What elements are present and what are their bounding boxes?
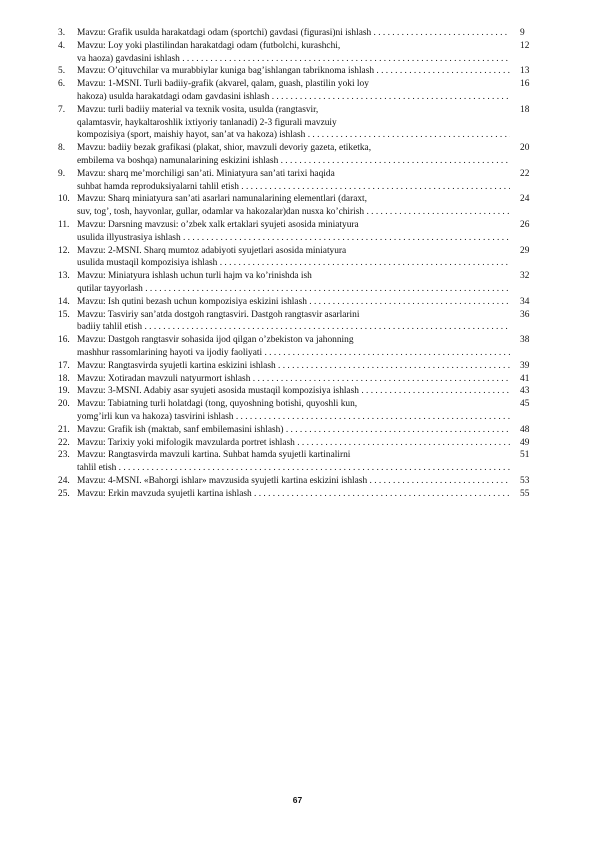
toc-entry-title-line: qalamtasvir, haykaltaroshlik ixtiyoriy tanlanadi) 2-3 figurali mavzuiy xyxy=(77,117,337,128)
toc-entry-title xyxy=(77,104,510,142)
toc-entry-page: 53 xyxy=(520,475,530,486)
toc-entry[interactable] xyxy=(58,245,540,271)
toc-entry[interactable] xyxy=(58,373,540,386)
toc-entry[interactable] xyxy=(58,270,540,296)
toc-entry-title xyxy=(77,142,510,168)
toc-entry-number: 19. xyxy=(58,386,70,397)
toc-entry-number: 15. xyxy=(58,309,70,320)
toc-entry-page: 49 xyxy=(520,437,530,448)
toc-entry[interactable] xyxy=(58,168,540,194)
toc-entry-number: 4. xyxy=(58,40,66,51)
toc-entry-title xyxy=(77,488,510,501)
toc-entry[interactable] xyxy=(58,40,540,66)
toc-entry-title-line: suhbat hamda reproduksiyalarni tahlil etish . . . xyxy=(77,181,510,194)
toc-entry-title xyxy=(77,437,510,450)
toc-entry-number: 8. xyxy=(58,143,66,154)
toc-entry-number: 13. xyxy=(58,271,70,282)
toc-entry-title-line: suv, tog’, tosh, hayvonlar, gullar, odamlar va hakozalar)dan nusxa ko’chirish . . . xyxy=(77,206,510,219)
toc-entry-page: 39 xyxy=(520,360,530,371)
toc-entry-page: 13 xyxy=(520,66,530,77)
toc-entry-title xyxy=(77,449,510,475)
toc-entry-title-line: yomg’irli kun va hakoza) tasvirini ishlash . . . xyxy=(77,411,510,424)
toc-entry[interactable] xyxy=(58,385,540,398)
toc-entry-title-line: Mavzu: Dastgoh rangtasvir sohasida ijod qilgan o’zbekiston va jahonning xyxy=(77,335,354,346)
toc-entry-title xyxy=(77,245,510,271)
toc-entry-title-line: Mavzu: Darsning mavzusi: o’zbek xalk ertaklari syujeti asosida miniatyura xyxy=(77,219,359,230)
toc-entry-title-line: embilema va boshqa) namunalarining eskizini ishlash . . . xyxy=(77,155,510,168)
toc-entry-title-line: Mavzu: Rangtasvirda mavzuli kartina. Suhbat hamda syujetli kartinalirni xyxy=(77,450,351,461)
toc-entry-number: 22. xyxy=(58,437,70,448)
toc-entry[interactable] xyxy=(58,78,540,104)
toc-entry-title xyxy=(77,65,510,78)
toc-entry-title-line: kompozisiya (sport, maishiy hayot, san’at va hakoza) ishlash . . . xyxy=(77,129,510,142)
toc-entry-title-line: mashhur rassomlarining hayoti va ijodiy faoliyati . . . xyxy=(77,347,510,360)
toc-entry-page: 55 xyxy=(520,488,530,499)
toc-entry-title-line: Mavzu: O’qituvchilar va murabbiylar kuniga bag’ishlangan tabriknoma ishlash . . . xyxy=(77,65,510,78)
toc-entry-title-line: tahlil etish . . . xyxy=(77,462,510,475)
toc-entry-title-line: va haoza) gavdasini ishlash . . . xyxy=(77,53,510,66)
toc-entry-title-line: Mavzu: Rangtasvirda syujetli kartina eskizini ishlash . . . xyxy=(77,360,510,373)
toc-entry-title-line: usulida mustaqil kompozisiya ishlash . . . xyxy=(77,257,510,270)
toc-entry-title xyxy=(77,27,510,40)
toc-entry-page: 22 xyxy=(520,168,530,179)
toc-entry-page: 45 xyxy=(520,399,530,410)
toc-entry-page: 48 xyxy=(520,424,530,435)
toc-entry[interactable] xyxy=(58,449,540,475)
toc-entry-title xyxy=(77,385,510,398)
toc-entry-title-line: Mavzu: badiiy bezak grafikasi (plakat, shior, mavzuli devoriy gazeta, etiketka, xyxy=(77,143,372,154)
toc-entry-page: 16 xyxy=(520,79,530,90)
toc-entry-title-line: Mavzu: Loy yoki plastilindan harakatdagi odam (futbolchi, kurashchi, xyxy=(77,40,341,51)
toc-entry-title-line: Mavzu: Miniatyura ishlash uchun turli hajm va ko’rinishda ish xyxy=(77,271,312,282)
toc-entry-number: 10. xyxy=(58,194,70,205)
toc-entry-title xyxy=(77,475,510,488)
toc-entry[interactable] xyxy=(58,193,540,219)
toc-entry[interactable] xyxy=(58,296,540,309)
toc-entry-title xyxy=(77,424,510,437)
table-of-contents xyxy=(58,27,540,500)
toc-entry-number: 11. xyxy=(58,219,70,230)
toc-entry-title xyxy=(77,309,510,335)
toc-entry-title-line: hakoza) usulda harakatdagi odam gavdasini ishlash . . . xyxy=(77,91,510,104)
toc-entry-title-line: Mavzu: Tarixiy yoki mifologik mavzularda portret ishlash . . . xyxy=(77,437,510,450)
toc-entry-title xyxy=(77,193,510,219)
toc-entry-title-line: Mavzu: Erkin mavzuda syujetli kartina ishlash . . . xyxy=(77,488,510,501)
toc-entry-number: 7. xyxy=(58,104,66,115)
toc-entry[interactable] xyxy=(58,309,540,335)
toc-entry[interactable] xyxy=(58,488,540,501)
toc-entry-title xyxy=(77,334,510,360)
toc-entry[interactable] xyxy=(58,360,540,373)
toc-entry-title-line: Mavzu: turli badiiy material va texnik vosita, usulda (rangtasvir, xyxy=(77,104,319,115)
toc-entry-title-line: Mavzu: Sharq miniatyura san’ati asarlari namunalarining elementlari (daraxt, xyxy=(77,194,367,205)
toc-entry-title xyxy=(77,398,510,424)
toc-entry-number: 18. xyxy=(58,373,70,384)
toc-entry-title xyxy=(77,296,510,309)
toc-entry-title-line: badiiy tahlil etish . . . xyxy=(77,321,510,334)
toc-entry-number: 24. xyxy=(58,475,70,486)
toc-entry[interactable] xyxy=(58,398,540,424)
toc-entry-title-line: usulida illyustrasiya ishlash . . . xyxy=(77,232,510,245)
toc-entry-page: 29 xyxy=(520,245,530,256)
toc-entry-page: 34 xyxy=(520,296,530,307)
toc-entry-title-line: Mavzu: Ish qutini bezash uchun kompozisiya eskizini ishlash . . . xyxy=(77,296,510,309)
toc-entry-page: 18 xyxy=(520,104,530,115)
toc-entry-title xyxy=(77,373,510,386)
toc-entry[interactable] xyxy=(58,219,540,245)
toc-entry-number: 14. xyxy=(58,296,70,307)
toc-entry-number: 23. xyxy=(58,450,70,461)
toc-entry-title-line: Mavzu: 1-MSNI. Turli badiiy-grafik (akvarel, qalam, guash, plastilin yoki loy xyxy=(77,79,369,90)
toc-entry-page: 51 xyxy=(520,450,530,461)
toc-entry[interactable] xyxy=(58,475,540,488)
toc-entry-title-line: qutilar tayyorlash . . . xyxy=(77,283,510,296)
toc-entry-number: 16. xyxy=(58,335,70,346)
toc-entry-title-line: Mavzu: Grafik ish (maktab, sanf embilemasini ishlash) . . . xyxy=(77,424,510,437)
toc-entry-page: 38 xyxy=(520,335,530,346)
toc-entry-number: 6. xyxy=(58,79,66,90)
toc-entry-page: 43 xyxy=(520,386,530,397)
toc-entry-title-line: Mavzu: Xotiradan mavzuli natyurmort ishlash . . . xyxy=(77,373,510,386)
toc-entry-page: 12 xyxy=(520,40,530,51)
toc-entry-number: 5. xyxy=(58,66,66,77)
toc-entry[interactable] xyxy=(58,142,540,168)
toc-entry-title-line: Mavzu: 2-MSNI. Sharq mumtoz adabiyoti syujetlari asosida miniatyura xyxy=(77,245,347,256)
toc-entry-number: 21. xyxy=(58,424,70,435)
toc-entry-page: 36 xyxy=(520,309,530,320)
toc-entry[interactable] xyxy=(58,437,540,450)
toc-entry-page: 9 xyxy=(520,28,525,38)
toc-entry[interactable] xyxy=(58,27,540,40)
toc-entry-title xyxy=(77,360,510,373)
toc-entry-title-line: Mavzu: 4-MSNI. «Bahorgi ishlar» mavzusida syujetli kartina eskizini ishlash . . . xyxy=(77,475,510,488)
toc-entry[interactable] xyxy=(58,104,540,142)
toc-entry[interactable] xyxy=(58,424,540,437)
page-number: 67 xyxy=(292,795,303,805)
toc-entry-title xyxy=(77,270,510,296)
toc-entry-page: 32 xyxy=(520,271,530,282)
toc-entry-number: 25. xyxy=(58,488,70,499)
toc-entry-number: 12. xyxy=(58,245,70,256)
toc-entry-title-line: Mavzu: Grafik usulda harakatdagi odam (sportchi) gavdasi (figurasi)ni ishlash . . . xyxy=(77,27,510,40)
toc-entry-page: 24 xyxy=(520,194,530,205)
toc-entry[interactable] xyxy=(58,334,540,360)
toc-entry-title xyxy=(77,219,510,245)
toc-entry-title-line: Mavzu: Tabiatning turli holatdagi (tong, quyoshning botishi, quyoshli kun, xyxy=(77,399,358,410)
toc-entry-title xyxy=(77,78,510,104)
toc-entry-number: 20. xyxy=(58,399,70,410)
toc-entry-page: 41 xyxy=(520,373,530,384)
toc-entry-title-line: Mavzu: 3-MSNI. Adabiy asar syujeti asosida mustaqil kompozisiya ishlash . . . xyxy=(77,385,510,398)
toc-entry[interactable] xyxy=(58,65,540,78)
toc-entry-title-line: Mavzu: sharq me’morchiligi san’ati. Miniatyura san’ati tarixi haqida xyxy=(77,168,335,179)
toc-entry-number: 9. xyxy=(58,168,66,179)
toc-entry-page: 26 xyxy=(520,219,530,230)
toc-entry-title-line: Mavzu: Tasviriy san’atda dostgoh rangtasviri. Dastgoh rangtasvir asarlarini xyxy=(77,309,360,320)
toc-entry-number: 3. xyxy=(58,28,66,38)
toc-entry-page: 20 xyxy=(520,143,530,154)
toc-entry-title xyxy=(77,168,510,194)
toc-entry-number: 17. xyxy=(58,360,70,371)
toc-entry-title xyxy=(77,40,510,66)
